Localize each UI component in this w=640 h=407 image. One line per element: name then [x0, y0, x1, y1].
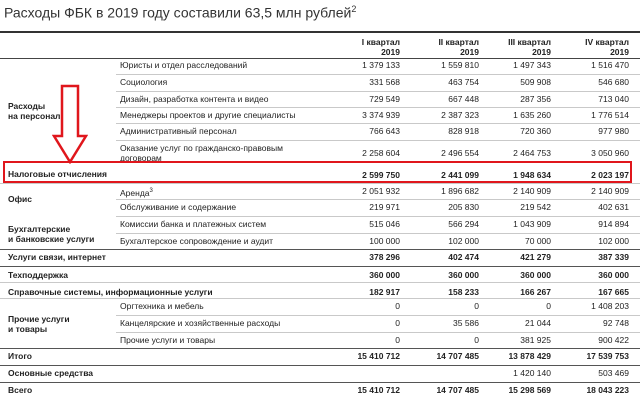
top-divider — [0, 31, 640, 33]
table-cell: 515 046 — [369, 219, 400, 229]
table-cell: 1 043 909 — [513, 219, 551, 229]
table-cell: 503 469 — [598, 368, 629, 378]
highlight-box — [3, 161, 632, 183]
group-divider — [0, 249, 640, 250]
group-tax: Налоговые отчисления — [8, 169, 107, 179]
row-divider — [116, 74, 640, 75]
row-divider — [0, 183, 640, 184]
row-divider — [116, 233, 640, 234]
table-cell: 914 894 — [598, 219, 629, 229]
header-divider — [0, 58, 640, 59]
table-cell: 828 918 — [448, 126, 479, 136]
group-ref: Справочные системы, информационные услуги — [8, 287, 213, 297]
table-cell: 14 707 485 — [436, 385, 479, 395]
group-divider — [0, 382, 640, 383]
table-cell: 2 023 197 — [591, 170, 629, 180]
row-label: Аренда$^3$ — [120, 187, 153, 198]
table-cell: 219 971 — [369, 202, 400, 212]
row-divider — [0, 282, 640, 283]
column-header-q3: III квартал 2019 — [508, 37, 551, 57]
group-office: Офис — [8, 194, 33, 204]
table-cell: 287 356 — [520, 94, 551, 104]
table-cell: 21 044 — [525, 318, 551, 328]
table-cell: 17 539 753 — [586, 351, 629, 361]
table-cell: 100 000 — [369, 236, 400, 246]
table-cell: 2 051 932 — [362, 186, 400, 196]
row-label: Социология — [120, 77, 168, 87]
table-cell: 1 559 810 — [441, 60, 479, 70]
table-cell: 402 631 — [598, 202, 629, 212]
row-divider — [116, 107, 640, 108]
table-cell: 2 599 750 — [362, 170, 400, 180]
table-cell: 546 680 — [598, 77, 629, 87]
table-cell: 0 — [474, 301, 479, 311]
table-cell: 667 448 — [448, 94, 479, 104]
table-cell: 15 410 712 — [357, 385, 400, 395]
page-title: Расходы ФБК в 2019 году составили 63,5 млн рублей$^2$ — [4, 4, 357, 21]
table-cell: 3 050 960 — [591, 148, 629, 158]
row-divider — [116, 123, 640, 124]
group-comm: Услуги связи, интернет — [8, 252, 106, 262]
group-total: Итого — [8, 351, 32, 361]
group-accounting: Бухгалтерские и банковские услуги — [8, 224, 95, 244]
table-cell: 360 000 — [598, 270, 629, 280]
row-divider — [116, 91, 640, 92]
table-cell: 2 441 099 — [441, 170, 479, 180]
table-cell: 158 233 — [448, 287, 479, 297]
table-cell: 205 830 — [448, 202, 479, 212]
table-cell: 1 948 634 — [513, 170, 551, 180]
table-cell: 13 878 429 — [508, 351, 551, 361]
table-cell: 0 — [395, 318, 400, 328]
table-cell: 70 000 — [525, 236, 551, 246]
group-other: Прочие услуги и товары — [8, 314, 70, 334]
table-cell: 2 464 753 — [513, 148, 551, 158]
table-cell: 360 000 — [369, 270, 400, 280]
row-label: Юристы и отдел расследований — [120, 60, 248, 70]
group-divider — [0, 266, 640, 267]
table-cell: 1 497 343 — [513, 60, 551, 70]
group-personnel: Расходы на персонал — [8, 101, 61, 121]
table-cell: 1 420 140 — [513, 368, 551, 378]
column-header-q2: II квартал 2019 — [438, 37, 479, 57]
table-cell: 713 040 — [598, 94, 629, 104]
column-header-q4: IV квартал 2019 — [585, 37, 629, 57]
table-cell: 35 586 — [453, 318, 479, 328]
table-cell: 1 379 133 — [362, 60, 400, 70]
arrow-down-icon — [52, 84, 88, 164]
table-cell: 2 140 909 — [591, 186, 629, 196]
table-cell: 1 408 203 — [591, 301, 629, 311]
table-cell: 182 917 — [369, 287, 400, 297]
table-cell: 509 908 — [520, 77, 551, 87]
row-divider — [116, 332, 640, 333]
row-label: Оргтехника и мебель — [120, 301, 204, 311]
table-cell: 3 374 939 — [362, 110, 400, 120]
table-cell: 766 643 — [369, 126, 400, 136]
row-label: Бухгалтерское сопровождение и аудит — [120, 236, 274, 246]
table-cell: 102 000 — [448, 236, 479, 246]
row-label: Административный персонал — [120, 126, 237, 136]
table-cell: 729 549 — [369, 94, 400, 104]
table-cell: 900 422 — [598, 335, 629, 345]
row-divider — [0, 298, 640, 299]
table-cell: 387 339 — [598, 252, 629, 262]
row-label: Дизайн, разработка контента и видео — [120, 94, 269, 104]
table-cell: 2 140 909 — [513, 186, 551, 196]
table-cell: 360 000 — [520, 270, 551, 280]
table-cell: 463 754 — [448, 77, 479, 87]
row-label: Канцелярские и хозяйственные расходы — [120, 318, 281, 328]
table-cell: 167 665 — [598, 287, 629, 297]
group-divider — [0, 365, 640, 366]
table-cell: 92 748 — [603, 318, 629, 328]
table-cell: 1 516 470 — [591, 60, 629, 70]
table-cell: 402 474 — [448, 252, 479, 262]
table-cell: 1 635 260 — [513, 110, 551, 120]
table-cell: 0 — [474, 335, 479, 345]
table-cell: 1 896 682 — [441, 186, 479, 196]
group-tech: Техподдержка — [8, 270, 68, 280]
table-cell: 1 776 514 — [591, 110, 629, 120]
table-cell: 977 980 — [598, 126, 629, 136]
table-cell: 566 294 — [448, 219, 479, 229]
table-cell: 2 496 554 — [441, 148, 479, 158]
row-label: Оказание услуг по гражданско-правовым договорам — [120, 143, 283, 163]
table-cell: 421 279 — [520, 252, 551, 262]
table-cell: 720 360 — [520, 126, 551, 136]
table-cell: 166 267 — [520, 287, 551, 297]
table-cell: 331 568 — [369, 77, 400, 87]
table-cell: 0 — [395, 301, 400, 311]
table-cell: 219 542 — [520, 202, 551, 212]
table-cell: 0 — [395, 335, 400, 345]
table-cell: 2 387 323 — [441, 110, 479, 120]
row-divider — [116, 199, 640, 200]
row-divider — [116, 216, 640, 217]
table-cell: 381 925 — [520, 335, 551, 345]
table-cell: 378 296 — [369, 252, 400, 262]
row-label: Прочие услуги и товары — [120, 335, 216, 345]
row-divider — [116, 140, 640, 141]
table-cell: 14 707 485 — [436, 351, 479, 361]
column-header-q1: I квартал 2019 — [361, 37, 400, 57]
table-cell: 360 000 — [448, 270, 479, 280]
table-cell: 102 000 — [598, 236, 629, 246]
group-assets: Основные средства — [8, 368, 94, 378]
table-cell: 18 043 223 — [586, 385, 629, 395]
group-divider — [0, 348, 640, 349]
row-label: Комиссии банка и платежных систем — [120, 219, 267, 229]
row-label: Обслуживание и содержание — [120, 202, 237, 212]
row-divider — [116, 315, 640, 316]
table-cell: 15 410 712 — [357, 351, 400, 361]
table-cell: 15 298 569 — [508, 385, 551, 395]
table-cell: 2 258 604 — [362, 148, 400, 158]
row-label: Менеджеры проектов и другие специалисты — [120, 110, 296, 120]
table-cell: 0 — [546, 301, 551, 311]
group-all: Всего — [8, 385, 33, 395]
